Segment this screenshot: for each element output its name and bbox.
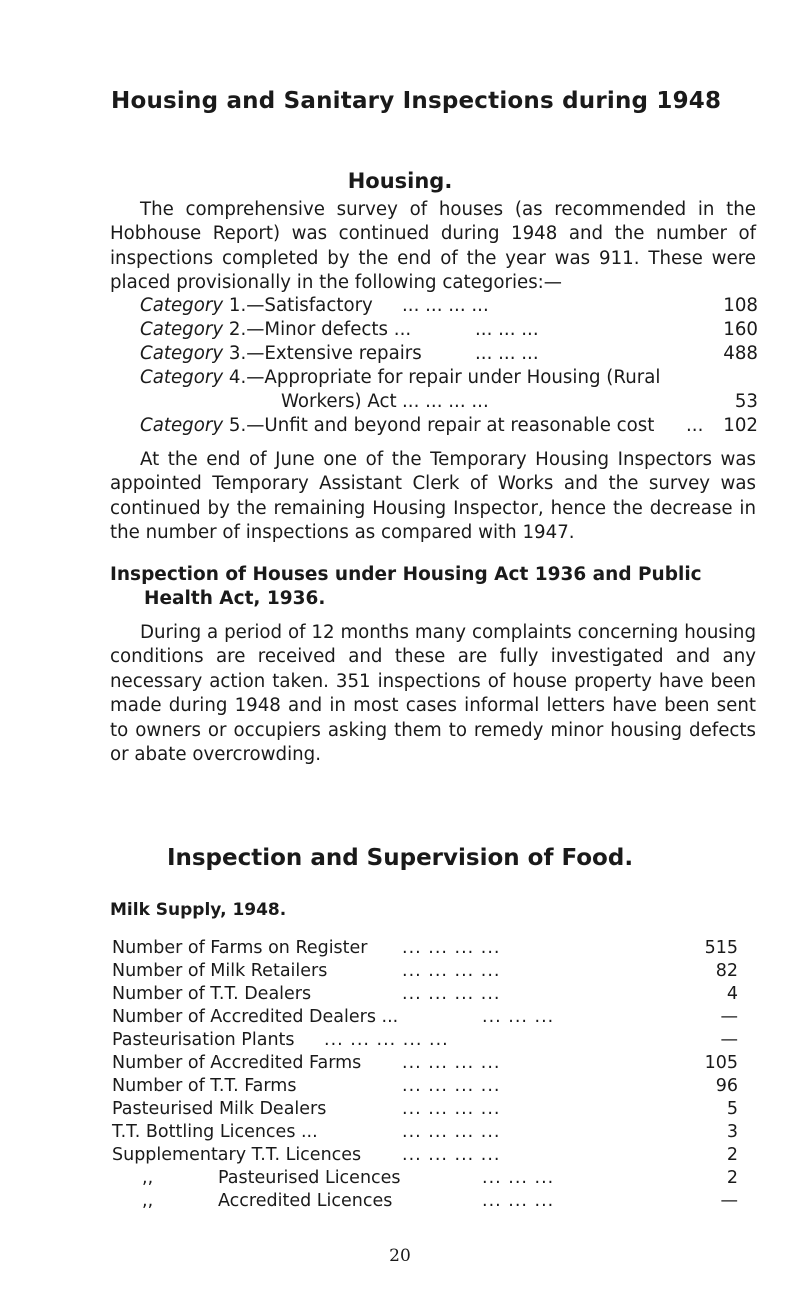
category-label: 1.—Satisfactory	[223, 295, 373, 316]
milk-row	[112, 1121, 738, 1143]
page-number: 20	[389, 1246, 411, 1266]
milk-row	[112, 1075, 738, 1097]
milk-row	[112, 1029, 738, 1051]
milk-row-value: 2	[726, 1168, 738, 1188]
category-row	[140, 318, 758, 342]
category-row	[140, 342, 758, 366]
milk-row-value: 82	[715, 961, 738, 981]
milk-row-value: 3	[726, 1122, 738, 1142]
category-word: Category	[140, 367, 224, 388]
category-count: 160	[723, 319, 758, 340]
category-word: Category	[140, 319, 224, 340]
category-count: 102	[723, 415, 758, 436]
leader-dots: ... ... ...	[482, 1168, 555, 1188]
category-label: 4.—Appropriate for repair under Housing (Rural	[223, 367, 661, 388]
milk-row	[112, 1098, 738, 1120]
milk-row-label: Pasteurised Licences	[218, 1168, 401, 1188]
milk-row	[112, 960, 738, 982]
milk-row-value: —	[720, 1007, 738, 1027]
milk-row-label: Number of Accredited Farms	[112, 1053, 362, 1073]
housing-intro-paragraph: The comprehensive survey of houses (as recommended in the Hobhouse Report) was continued during 1948 and the number of inspections completed by the end of the year was 911. These were placed provisionally in the following categories:—	[110, 199, 756, 294]
category-label-continued: Workers) Act	[281, 391, 397, 412]
category-count: 53	[734, 391, 758, 412]
ditto-mark: ,,	[142, 1191, 154, 1211]
inspection-act-paragraph: During a period of 12 months many complaints concerning housing conditions are received and these are fully investigated and any necessary action taken. 351 inspections of house property have been made during 1948 and in most cases informal letters have been sent to owners or occupiers asking them to remedy minor housing defects or abate overcrowding.	[110, 622, 756, 766]
leader-dots: ... ... ...	[482, 1007, 555, 1027]
leader-dots: ... ... ... ...	[402, 391, 489, 412]
leader-dots: ... ... ... ... ...	[324, 1030, 449, 1050]
page-title: Housing and Sanitary Inspections during 1948	[111, 88, 722, 114]
leader-dots: ... ... ... ...	[402, 295, 489, 316]
milk-row-value: 96	[715, 1076, 738, 1096]
food-heading: Inspection and Supervision of Food.	[166, 845, 634, 871]
milk-row-label: Number of Milk Retailers	[112, 961, 328, 981]
leader-dots: ... ... ... ...	[402, 1122, 501, 1142]
leader-dots: ...	[686, 415, 704, 436]
leader-dots: ... ... ... ...	[402, 1053, 501, 1073]
milk-row-value: 4	[726, 984, 738, 1004]
leader-dots: ... ... ... ...	[402, 1099, 501, 1119]
category-word: Category	[140, 343, 224, 364]
inspection-act-heading-line-2: Health Act, 1936.	[144, 588, 326, 609]
milk-row-value: 515	[704, 938, 738, 958]
leader-dots: ... ... ...	[475, 319, 539, 340]
category-word: Category	[140, 415, 224, 436]
milk-row-value: 2	[726, 1145, 738, 1165]
category-label: 2.—Minor defects ...	[223, 319, 412, 340]
milk-row-label: Supplementary T.T. Licences	[112, 1145, 362, 1165]
milk-row	[112, 1144, 738, 1166]
leader-dots: ... ... ... ...	[402, 961, 501, 981]
category-label: 5.—Unfit and beyond repair at reasonable cost	[223, 415, 655, 436]
milk-supply-heading: Milk Supply, 1948.	[110, 900, 287, 920]
milk-row	[112, 1052, 738, 1074]
category-row	[140, 366, 758, 414]
milk-row	[112, 1006, 738, 1028]
ditto-mark: ,,	[142, 1168, 154, 1188]
milk-row	[112, 937, 738, 959]
milk-row-label: Pasteurisation Plants	[112, 1030, 295, 1050]
milk-row-value: —	[720, 1191, 738, 1211]
housing-heading: Housing.	[347, 169, 453, 193]
milk-row-value: —	[720, 1030, 738, 1050]
category-count: 488	[723, 343, 758, 364]
category-row	[140, 294, 758, 318]
category-count: 108	[723, 295, 758, 316]
milk-row-label: Accredited Licences	[218, 1191, 393, 1211]
milk-row	[112, 983, 738, 1005]
leader-dots: ... ... ...	[482, 1191, 555, 1211]
category-word: Category	[140, 295, 224, 316]
milk-row-label: Number of Accredited Dealers ...	[112, 1007, 399, 1027]
milk-row	[112, 1167, 738, 1189]
leader-dots: ... ... ...	[475, 343, 539, 364]
milk-row-label: T.T. Bottling Licences ...	[112, 1122, 318, 1142]
inspection-act-heading	[110, 563, 760, 611]
milk-row-label: Number of T.T. Farms	[112, 1076, 297, 1096]
leader-dots: ... ... ... ...	[402, 984, 501, 1004]
milk-row-label: Pasteurised Milk Dealers	[112, 1099, 327, 1119]
milk-row	[112, 1190, 738, 1212]
housing-closing-paragraph: At the end of June one of the Temporary Housing Inspectors was appointed Temporary Assistant Clerk of Works and the survey was continued by the remaining Housing Inspector, hence the decrease in the number of inspections as compared with 1947.	[110, 449, 756, 544]
milk-row-value: 105	[704, 1053, 738, 1073]
leader-dots: ... ... ... ...	[402, 1076, 501, 1096]
category-label: 3.—Extensive repairs	[223, 343, 422, 364]
milk-row-label: Number of T.T. Dealers	[112, 984, 312, 1004]
milk-row-value: 5	[726, 1099, 738, 1119]
category-row	[140, 414, 758, 438]
leader-dots: ... ... ... ...	[402, 1145, 501, 1165]
leader-dots: ... ... ... ...	[402, 938, 501, 958]
inspection-act-heading-line-1: Inspection of Houses under Housing Act 1936 and Public	[110, 564, 702, 585]
milk-row-label: Number of Farms on Register	[112, 938, 368, 958]
